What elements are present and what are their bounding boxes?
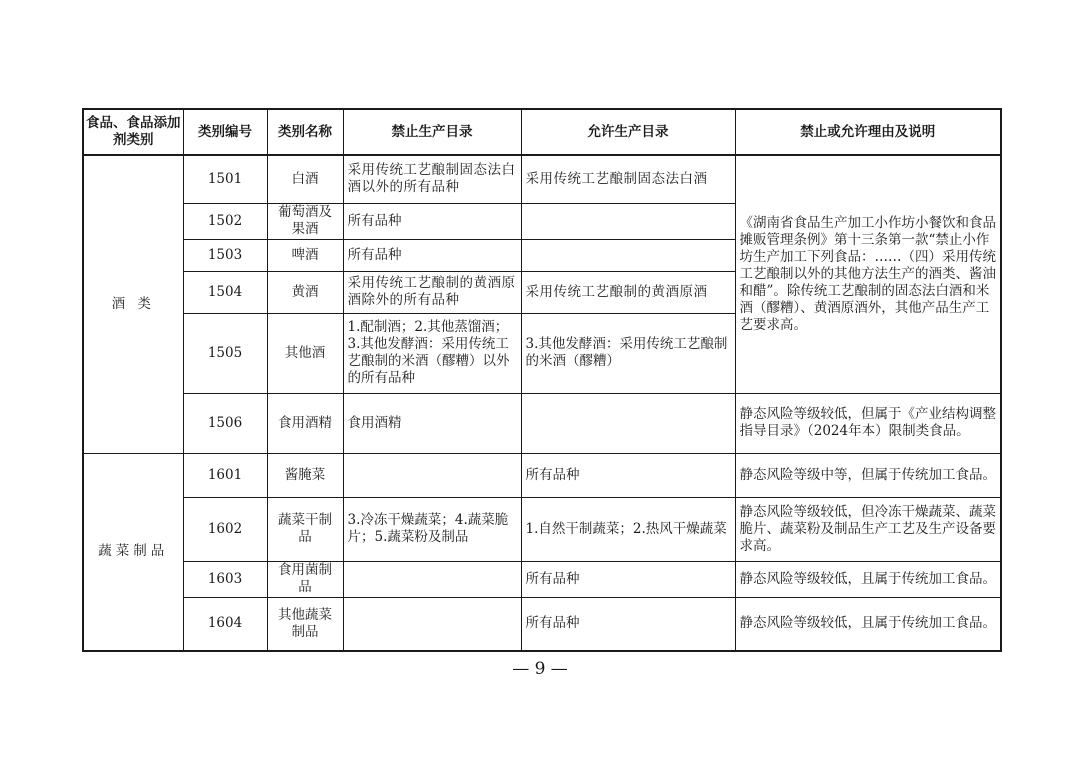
table-row — [83, 393, 1001, 453]
category-cell: 蔬菜制品 — [83, 453, 183, 651]
forbidden-cell: 所有品种 — [343, 203, 521, 239]
allowed-cell: 3.其他发酵酒：采用传统工艺酿制的米酒（醪糟） — [521, 313, 735, 393]
header-allowed: 允许生产目录 — [521, 109, 735, 155]
code-cell: 1505 — [183, 313, 267, 393]
name-cell: 食用酒精 — [267, 393, 343, 453]
code-cell: 1506 — [183, 393, 267, 453]
forbidden-cell: 所有品种 — [343, 239, 521, 271]
forbidden-cell: 3.冷冻干燥蔬菜；4.蔬菜脆片；5.蔬菜粉及制品 — [343, 497, 521, 561]
name-cell: 食用菌制品 — [267, 561, 343, 597]
reason-cell: 静态风险等级较低，且属于传统加工食品。 — [735, 597, 1001, 651]
name-cell: 酱腌菜 — [267, 453, 343, 497]
reason-cell: 静态风险等级较低，且属于传统加工食品。 — [735, 561, 1001, 597]
header-name: 类别名称 — [267, 109, 343, 155]
code-cell: 1603 — [183, 561, 267, 597]
allowed-cell: 所有品种 — [521, 453, 735, 497]
code-cell: 1602 — [183, 497, 267, 561]
code-cell: 1504 — [183, 271, 267, 313]
table-row — [83, 561, 1001, 597]
name-cell: 其他酒 — [267, 313, 343, 393]
name-cell: 蔬菜干制品 — [267, 497, 343, 561]
reason-cell-merged: 《湖南省食品生产加工小作坊小餐饮和食品摊贩管理条例》第十三条第一款“禁止小作坊生产加工下列食品：……（四）采用传统工艺酿制以外的其他方法生产的酒类、酱油和醋”。除传统工艺酿制的固态法白酒和米酒（醪糟）、黄酒原酒外，其他产品生产工艺要求高。 — [735, 155, 1001, 393]
forbidden-cell — [343, 561, 521, 597]
code-cell: 1503 — [183, 239, 267, 271]
table-row — [83, 155, 1001, 203]
table-body — [83, 155, 1001, 651]
table-row — [83, 453, 1001, 497]
name-cell: 啤酒 — [267, 239, 343, 271]
name-cell: 其他蔬菜制品 — [267, 597, 343, 651]
reason-cell: 静态风险等级中等，但属于传统加工食品。 — [735, 453, 1001, 497]
reason-cell: 静态风险等级较低，但属于《产业结构调整指导目录》（2024年本）限制类食品。 — [735, 393, 1001, 453]
name-cell: 白酒 — [267, 155, 343, 203]
header-category: 食品、食品添加剂类别 — [83, 109, 183, 155]
header-reason: 禁止或允许理由及说明 — [735, 109, 1001, 155]
category-cell: 酒 类 — [83, 155, 183, 453]
forbidden-cell: 采用传统工艺酿制的黄酒原酒除外的所有品种 — [343, 271, 521, 313]
forbidden-cell — [343, 453, 521, 497]
allowed-cell: 所有品种 — [521, 561, 735, 597]
header-code: 类别编号 — [183, 109, 267, 155]
header-forbidden: 禁止生产目录 — [343, 109, 521, 155]
allowed-cell: 采用传统工艺酿制固态法白酒 — [521, 155, 735, 203]
name-cell: 黄酒 — [267, 271, 343, 313]
forbidden-cell: 食用酒精 — [343, 393, 521, 453]
code-cell: 1502 — [183, 203, 267, 239]
allowed-cell — [521, 239, 735, 271]
allowed-cell: 1.自然干制蔬菜；2.热风干燥蔬菜 — [521, 497, 735, 561]
allowed-cell: 所有品种 — [521, 597, 735, 651]
table-header — [83, 109, 1001, 155]
catalog-table — [82, 108, 1002, 652]
allowed-cell: 采用传统工艺酿制的黄酒原酒 — [521, 271, 735, 313]
page-number: — 9 — — [512, 659, 568, 679]
name-cell: 葡萄酒及果酒 — [267, 203, 343, 239]
forbidden-cell: 采用传统工艺酿制固态法白酒以外的所有品种 — [343, 155, 521, 203]
code-cell: 1501 — [183, 155, 267, 203]
table-row — [83, 497, 1001, 561]
allowed-cell — [521, 393, 735, 453]
allowed-cell — [521, 203, 735, 239]
code-cell: 1604 — [183, 597, 267, 651]
forbidden-cell — [343, 597, 521, 651]
reason-cell: 静态风险等级较低，但冷冻干燥蔬菜、蔬菜脆片、蔬菜粉及制品生产工艺及生产设备要求高。 — [735, 497, 1001, 561]
code-cell: 1601 — [183, 453, 267, 497]
table-row — [83, 597, 1001, 651]
forbidden-cell: 1.配制酒；2.其他蒸馏酒；3.其他发酵酒：采用传统工艺酿制的米酒（醪糟）以外的所有品种 — [343, 313, 521, 393]
